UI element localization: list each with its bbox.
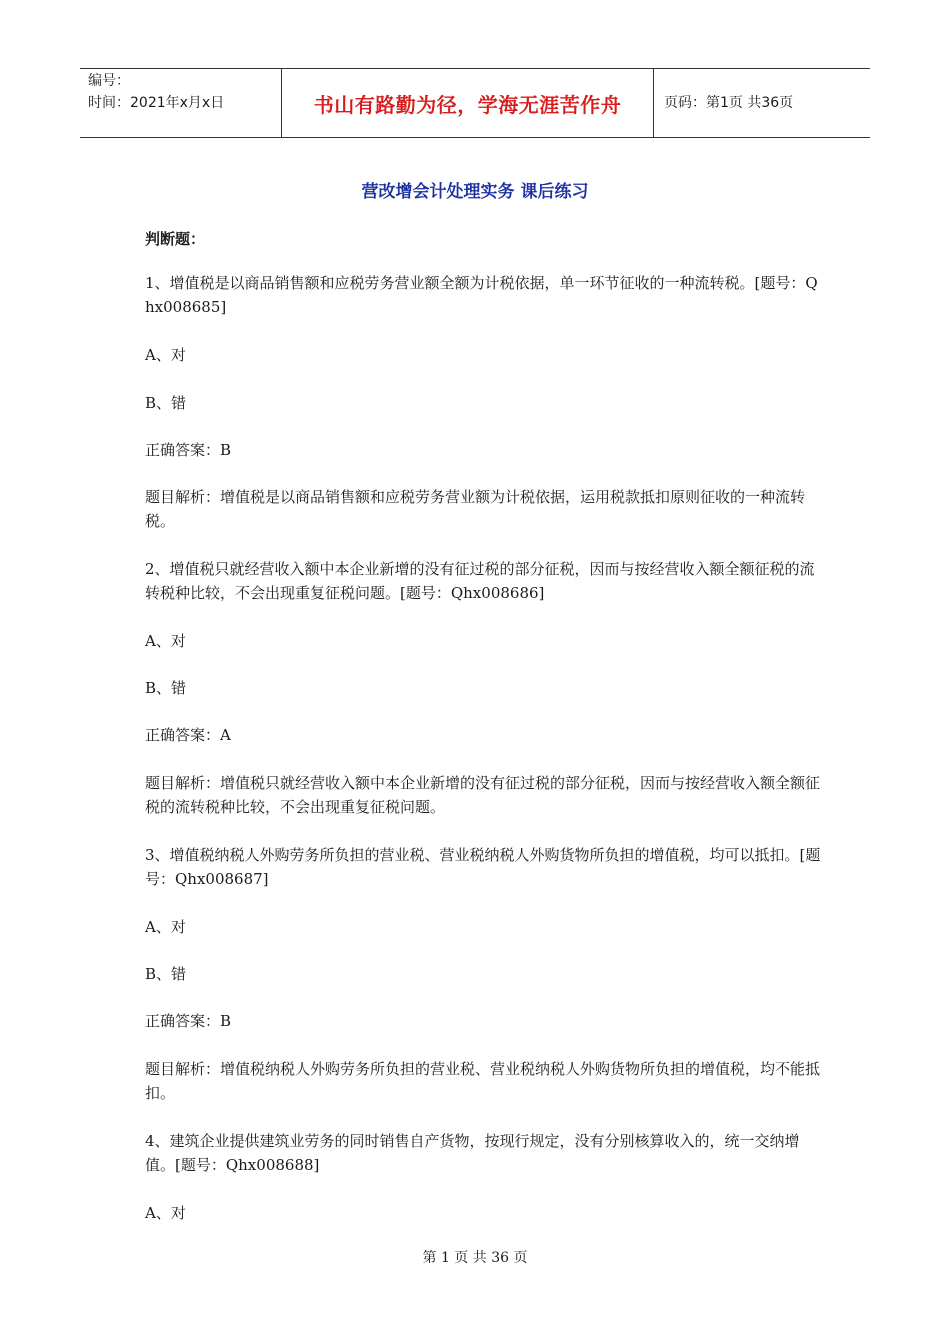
explanation-text: 题目解析：增值税只就经营收入额中本企业新增的没有征过税的部分征税，因而与按经营收入额全额征税的流转税种比较，不会出现重复征税问题。 <box>145 774 821 816</box>
header-page-info: 页码：第1页 共36页 <box>664 95 794 111</box>
header-motto: 书山有路勤为径，学海无涯苦作舟 <box>313 92 622 117</box>
option-b: B、错 <box>145 965 187 983</box>
header-divider <box>653 69 654 137</box>
time-label: 时间：2021年x月x日 <box>88 95 225 111</box>
explanation-text: 题目解析：增值税是以商品销售额和应税劳务营业额为计税依据，运用税款抵扣原则征收的一种流转税。 <box>145 488 806 530</box>
number-label: 编号： <box>88 73 130 89</box>
answer-line: 正确答案：B <box>145 1012 232 1030</box>
option-a: A、对 <box>145 1204 186 1222</box>
explanation-text: 题目解析：增值税纳税人外购劳务所负担的营业税、营业税纳税人外购货物所负担的增值税，均不能抵扣。 <box>145 1060 821 1102</box>
option-a: A、对 <box>145 346 186 364</box>
answer-line: 正确答案：B <box>145 441 232 459</box>
section-heading: 判断题： <box>145 230 206 248</box>
option-a: A、对 <box>145 918 186 936</box>
header-meta <box>88 71 283 115</box>
option-a: A、对 <box>145 632 186 650</box>
option-b: B、错 <box>145 394 187 412</box>
question-text: 2、增值税只就经营收入额中本企业新增的没有征过税的部分征税，因而与按经营收入额全额征税的流转税种比较，不会出现重复征税问题。[题号：Qhx008686] <box>145 560 815 602</box>
page-footer: 第 1 页 共 36 页 <box>422 1250 528 1266</box>
question-text: 1、增值税是以商品销售额和应税劳务营业额全额为计税依据，单一环节征收的一种流转税。[题号：Qhx008685] <box>145 274 818 316</box>
document-title: 营改增会计处理实务 课后练习 <box>361 182 589 202</box>
option-b: B、错 <box>145 679 187 697</box>
answer-line: 正确答案：A <box>145 726 231 744</box>
document-header <box>80 68 870 138</box>
question-text: 4、建筑企业提供建筑业劳务的同时销售自产货物，按现行规定，没有分别核算收入的，统一交纳增值。[题号：Qhx008688] <box>145 1132 800 1174</box>
question-text: 3、增值税纳税人外购劳务所负担的营业税、营业税纳税人外购货物所负担的增值税，均可以抵扣。[题号：Qhx008687] <box>145 846 821 888</box>
